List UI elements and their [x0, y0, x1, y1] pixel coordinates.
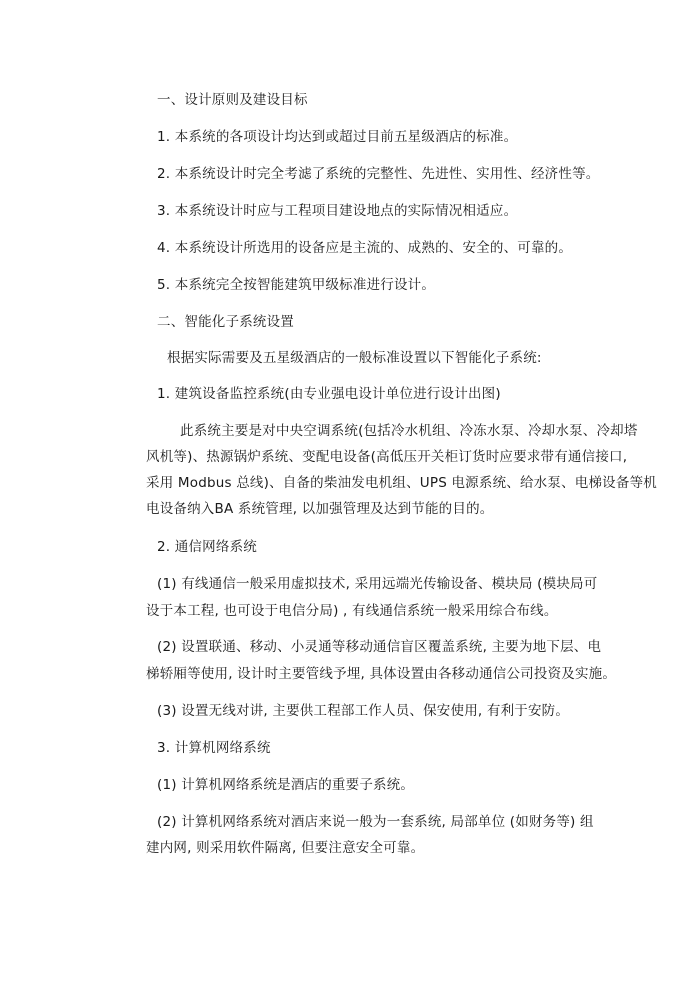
paragraph-line: 采用 Modbus 总线)、自备的柴油发电机组、UPS 电源系统、给水泵、电梯设备等机	[146, 475, 657, 491]
paragraph-line: 风机等)、热源锅炉系统、变配电设备(高低压开关柜订货时应要求带有通信接口,	[146, 449, 628, 465]
subsection-title-1: 1. 建筑设备监控系统(由专业强电设计单位进行设计出图)	[157, 386, 501, 402]
list-item: 1. 本系统的各项设计均达到或超过目前五星级酒店的标准。	[157, 129, 518, 145]
paragraph-line: 电设备纳入BA 系统管理, 以加强管理及达到节能的目的。	[146, 501, 494, 517]
paragraph-line: (1) 计算机网络系统是酒店的重要子系统。	[157, 777, 415, 793]
paragraph-line: 建内网, 则采用软件隔离, 但要注意安全可靠。	[146, 840, 425, 856]
subsection-title-3: 3. 计算机网络系统	[157, 740, 271, 756]
list-item: 4. 本系统设计所选用的设备应是主流的、成熟的、安全的、可靠的。	[157, 240, 573, 256]
list-item: 3. 本系统设计时应与工程项目建设地点的实际情况相适应。	[157, 203, 518, 219]
section-heading-1: 一、设计原则及建设目标	[157, 92, 308, 108]
paragraph-line: 此系统主要是对中央空调系统(包括冷水机组、冷冻水泵、冷却水泵、冷却塔	[180, 423, 638, 439]
list-item: 2. 本系统设计时完全考滤了系统的完整性、先进性、实用性、经济性等。	[157, 166, 600, 182]
subsection-title-2: 2. 通信网络系统	[157, 539, 257, 555]
section-intro: 根据实际需要及五星级酒店的一般标准设置以下智能化子系统:	[167, 350, 542, 366]
paragraph-line: (3) 设置无线对讲, 主要供工程部工作人员、保安使用, 有利于安防。	[157, 703, 570, 719]
paragraph-line: (2) 设置联通、移动、小灵通等移动通信盲区覆盖系统, 主要为地下层、电	[157, 639, 602, 655]
paragraph-line: 梯轿厢等使用, 设计时主要管线予埋, 具体设置由各移动通信公司投资及实施。	[146, 666, 617, 682]
section-heading-2: 二、智能化子系统设置	[157, 314, 294, 330]
list-item: 5. 本系统完全按智能建筑甲级标准进行设计。	[157, 277, 436, 293]
paragraph-line: (1) 有线通信一般采用虚拟技术, 采用远端光传输设备、模块局 (模块局可	[157, 576, 598, 592]
paragraph-line: 设于本工程, 也可设于电信分局) , 有线通信系统一般采用综合布线。	[146, 603, 558, 619]
paragraph-line: (2) 计算机网络系统对酒店来说一般为一套系统, 局部单位 (如财务等) 组	[157, 814, 594, 830]
